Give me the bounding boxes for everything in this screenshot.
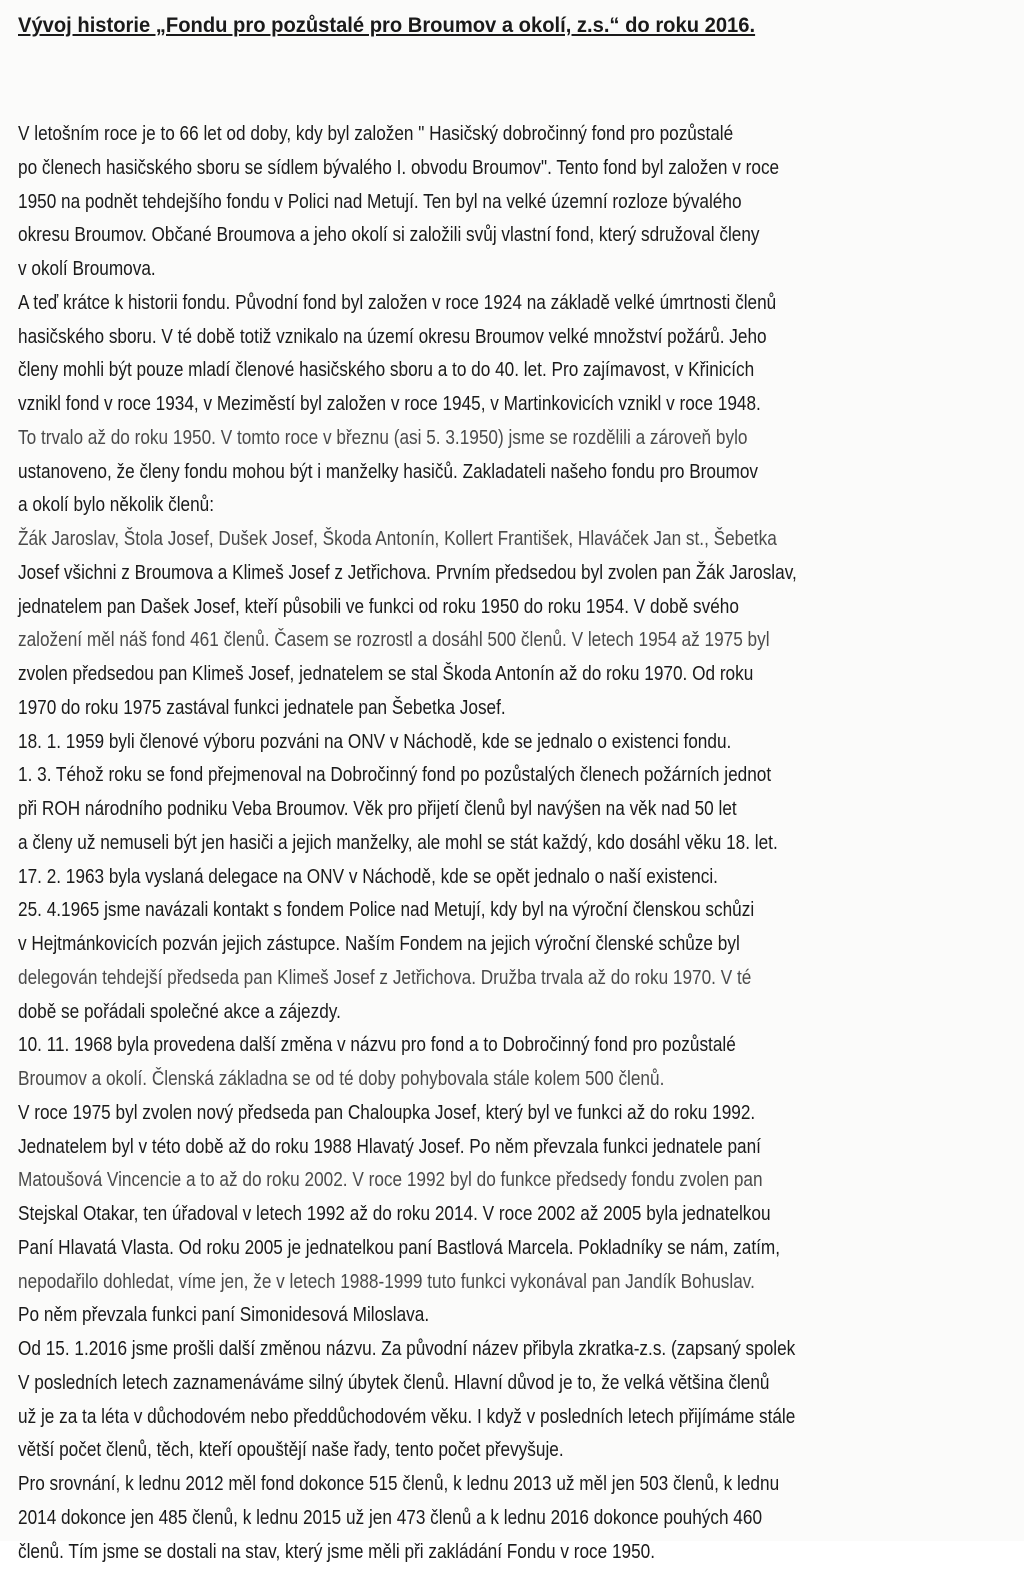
text-line: okresu Broumov. Občané Broumova a jeho okolí si založili svůj vlastní fond, který sdružoval členy [18,219,878,253]
text-line: nepodařilo dohledat, víme jen, že v letech 1988-1999 tuto funkci vykonával pan Jandík Bohuslav. [18,1266,878,1300]
text-line: Jednatelem byl v této době až do roku 1988 Hlavatý Josef. Po něm převzala funkci jednatele paní [18,1131,878,1165]
text-line: po členech hasičského sboru se sídlem bývalého I. obvodu Broumov". Tento fond byl založen v roce [18,152,878,186]
text-line: 1970 do roku 1975 zastával funkci jednatele pan Šebetka Josef. [18,692,878,726]
text-line: V letošním roce je to 66 let od doby, kdy byl založen " Hasičský dobročinný fond pro pozůstalé [18,118,878,152]
text-line: Žák Jaroslav, Štola Josef, Dušek Josef, Škoda Antonín, Kollert František, Hlaváček Jan st., Šebetka [18,523,878,557]
text-line: To trvalo až do roku 1950. V tomto roce v březnu (asi 5. 3.1950) jsme se rozdělili a zároveň bylo [18,422,878,456]
document-title: Vývoj historie „Fondu pro pozůstalé pro Broumov a okolí, z.s.“ do roku 2016. [18,14,755,38]
text-line: 18. 1. 1959 byli členové výboru pozváni na ONV v Náchodě, kde se jednalo o existenci fondu. [18,726,878,760]
text-line: V roce 1975 byl zvolen nový předseda pan Chaloupka Josef, který byl ve funkci až do roku 1992. [18,1097,878,1131]
text-line: 1950 na podnět tehdejšího fondu v Polici nad Metují. Ten byl na velké územní rozloze bývalého [18,186,878,220]
text-line: době se pořádali společné akce a zájezdy. [18,996,878,1030]
text-line: při ROH národního podniku Veba Broumov. Věk pro přijetí členů byl navýšen na věk nad 50 let [18,793,878,827]
text-line: Broumov a okolí. Členská základna se od té doby pohybovala stále kolem 500 členů. [18,1063,878,1097]
text-line: členy mohli být pouze mladí členové hasičského sboru a to do 40. let. Pro zajímavost, v Křinicích [18,354,878,388]
text-line: V posledních letech zaznamenáváme silný úbytek členů. Hlavní důvod je to, že velká většina členů [18,1367,878,1401]
text-line: 10. 11. 1968 byla provedena další změna v názvu pro fond a to Dobročinný fond pro pozůstalé [18,1029,878,1063]
text-line: Stejskal Otakar, ten úřadoval v letech 1992 až do roku 2014. V roce 2002 až 2005 byla jednatelkou [18,1198,878,1232]
text-line: zvolen předsedou pan Klimeš Josef, jednatelem se stal Škoda Antonín až do roku 1970. Od roku [18,658,878,692]
text-line: 25. 4.1965 jsme navázali kontakt s fondem Police nad Metují, kdy byl na výroční členskou schůzi [18,894,878,928]
text-line: Josef všichni z Broumova a Klimeš Josef z Jetřichova. Prvním předsedou byl zvolen pan Žák Jaroslav, [18,557,878,591]
text-line: 2014 dokonce jen 485 členů, k lednu 2015 už jen 473 členů a k lednu 2016 dokonce pouhých 460 [18,1502,878,1536]
text-line: vznikl fond v roce 1934, v Meziměstí byl založen v roce 1945, v Martinkovicích vznikl v roce 1948. [18,388,878,422]
document-body [18,118,1018,1569]
text-line: hasičského sboru. V té době totiž vznikalo na území okresu Broumov velké množství požárů. Jeho [18,321,878,355]
text-line: v okolí Broumova. [18,253,878,287]
text-line: a členy už nemuseli být jen hasiči a jejich manželky, ale mohl se stát každý, kdo dosáhl věku 18. let. [18,827,878,861]
text-line: už je za ta léta v důchodovém nebo předdůchodovém věku. I když v posledních letech přijímáme stále [18,1401,878,1435]
text-line: založení měl náš fond 461 členů. Časem se rozrostl a dosáhl 500 členů. V letech 1954 až 1975 byl [18,624,878,658]
text-line: jednatelem pan Dašek Josef, kteří působili ve funkci od roku 1950 do roku 1954. V době svého [18,591,878,625]
text-line: v Hejtmánkovicích pozván jejich zástupce. Naším Fondem na jejich výroční členské schůze byl [18,928,878,962]
text-line: delegován tehdejší předseda pan Klimeš Josef z Jetřichova. Družba trvala až do roku 1970. V té [18,962,878,996]
text-line: a okolí bylo několik členů: [18,489,878,523]
text-line: Od 15. 1.2016 jsme prošli další změnou názvu. Za původní název přibyla zkratka-z.s. (zapsaný spolek [18,1333,878,1367]
text-line: Matoušová Vincencie a to až do roku 2002. V roce 1992 byl do funkce předsedy fondu zvolen pan [18,1164,878,1198]
text-line: členů. Tím jsme se dostali na stav, který jsme měli při zakládání Fondu v roce 1950. [18,1536,878,1569]
text-line: 17. 2. 1963 byla vyslaná delegace na ONV v Náchodě, kde se opět jednalo o naší existenci. [18,861,878,895]
text-line: větší počet členů, těch, kteří opouštějí naše řady, tento počet převyšuje. [18,1434,878,1468]
text-line: Po něm převzala funkci paní Simonidesová Miloslava. [18,1299,878,1333]
text-line: 1. 3. Téhož roku se fond přejmenoval na Dobročinný fond po pozůstalých členech požárních jednot [18,759,878,793]
text-line: ustanoveno, že členy fondu mohou být i manželky hasičů. Zakladateli našeho fondu pro Broumov [18,456,878,490]
text-line: A teď krátce k historii fondu. Původní fond byl založen v roce 1924 na základě velké úmrtnosti členů [18,287,878,321]
text-line: Pro srovnání, k lednu 2012 měl fond dokonce 515 členů, k lednu 2013 už měl jen 503 členů, k lednu [18,1468,878,1502]
text-line: Paní Hlavatá Vlasta. Od roku 2005 je jednatelkou paní Bastlová Marcela. Pokladníky se nám, zatím, [18,1232,878,1266]
